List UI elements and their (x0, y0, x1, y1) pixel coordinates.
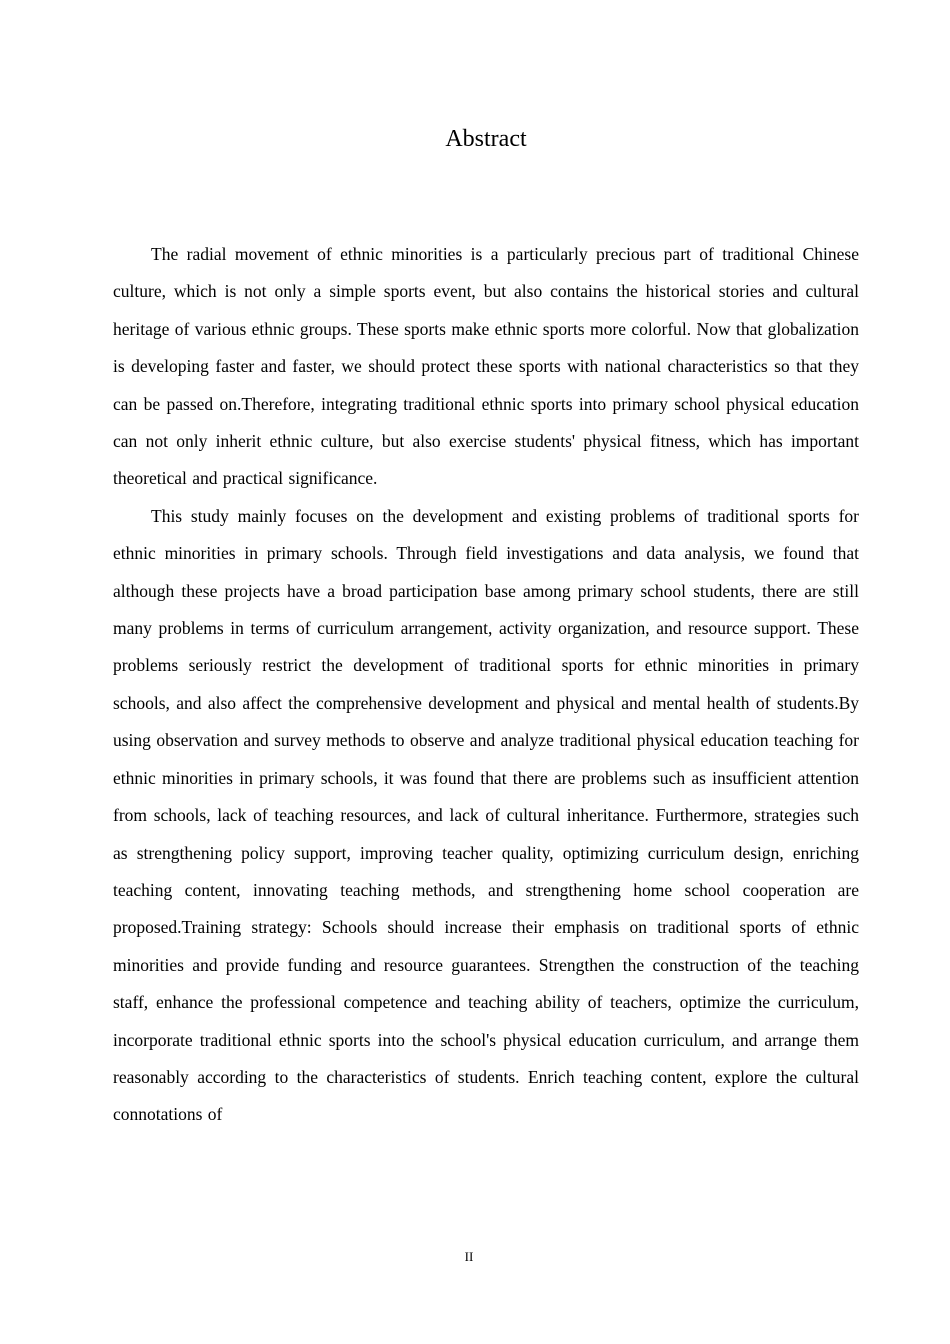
abstract-body (113, 236, 859, 1134)
abstract-paragraph-2: This study mainly focuses on the development and existing problems of traditional sports for ethnic minorities in primary schools. Through field investigations and data analysis, we found that although these projects have a broad participation base among primary school students, there are still many problems in terms of curriculum arrangement, activity organization, and resource support. These problems seriously restrict the development of traditional sports for ethnic minorities in primary schools, and also affect the comprehensive development and physical and mental health of students.By using observation and survey methods to observe and analyze traditional physical education teaching for ethnic minorities in primary schools, it was found that there are problems such as insufficient attention from schools, lack of teaching resources, and lack of cultural inheritance. Furthermore, strategies such as strengthening policy support, improving teacher quality, optimizing curriculum design, enriching teaching content, innovating teaching methods, and strengthening home school cooperation are proposed.Training strategy: Schools should increase their emphasis on traditional sports of ethnic minorities and provide funding and resource guarantees. Strengthen the construction of the teaching staff, enhance the professional competence and teaching ability of teachers, optimize the curriculum, incorporate traditional ethnic sports into the school's physical education curriculum, and arrange them reasonably according to the characteristics of students. Enrich teaching content, explore the cultural connotations of (113, 505, 859, 1125)
page-title: Abstract (445, 126, 527, 152)
page-number: II (464, 1249, 474, 1264)
abstract-paragraph-1: The radial movement of ethnic minorities is a particularly precious part of traditional Chinese culture, which is not only a simple sports event, but also contains the historical stories and cultural heritage of various ethnic groups. These sports make ethnic sports more colorful. Now that globalization is developing faster and faster, we should protect these sports with national characteristics so that they can be passed on.Therefore, integrating traditional ethnic sports into primary school physical education can not only inherit ethnic culture, but also exercise students' physical fitness, which has important theoretical and practical significance. (113, 244, 859, 489)
